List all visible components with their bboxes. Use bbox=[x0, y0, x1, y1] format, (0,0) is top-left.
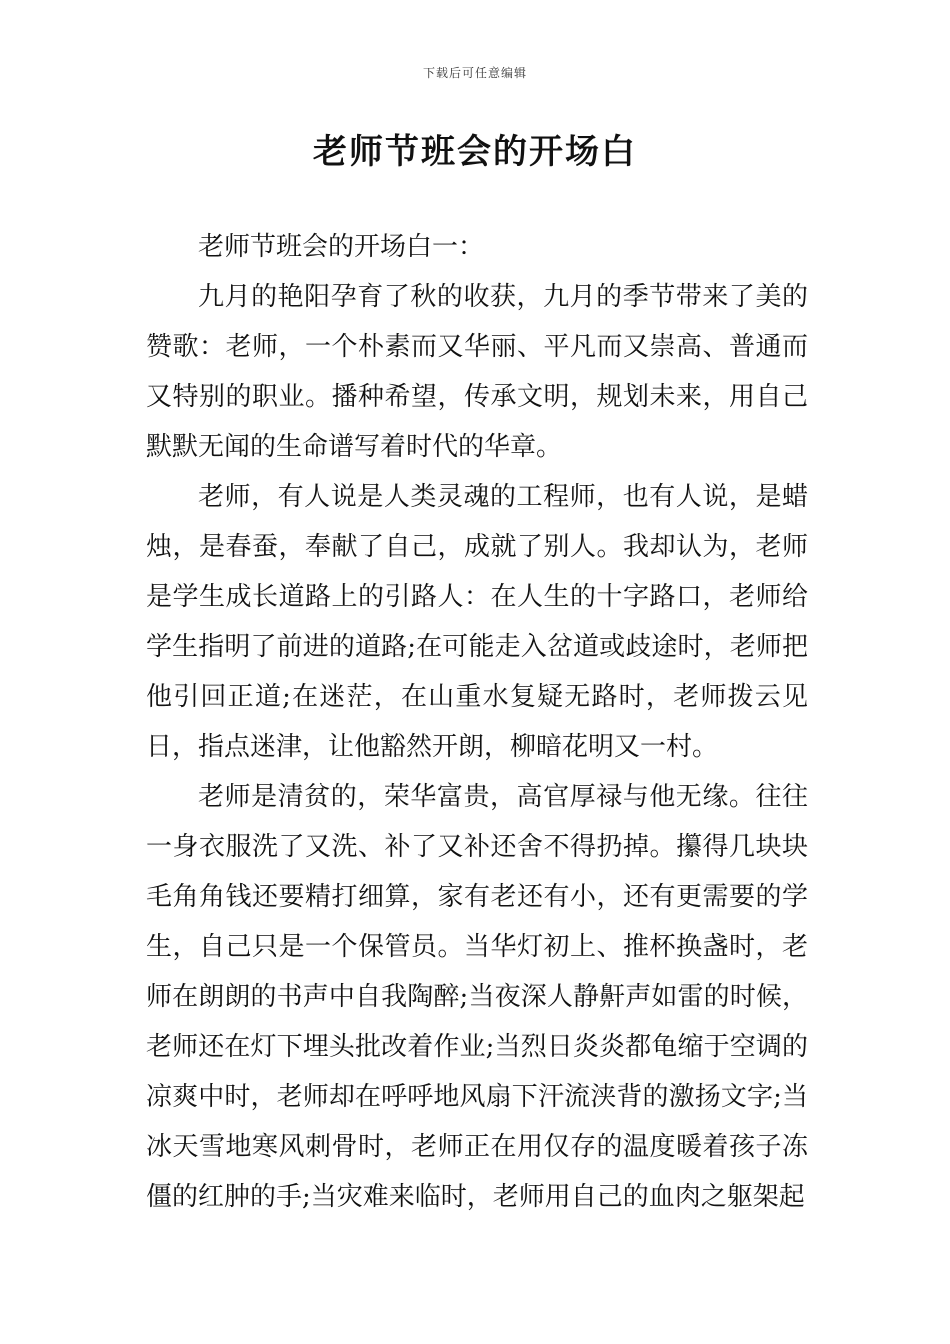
page-header-note: 下载后可任意编辑 bbox=[422, 66, 527, 80]
paragraph-intro-heading: 老师节班会的开场白一： bbox=[198, 232, 485, 262]
paragraph: 老师，有人说是人类灵魂的工程师，也有人说，是蜡烛，是春蚕，奉献了自己，成就了别人。我却认为，老师是学生成长道路上的引路人：在人生的十字路口，老师给学生指明了前进的道路;在可能走入岔道或歧途时，老师把他引回正道;在迷茫，在山重水复疑无路时，老师拨云见日，指点迷津，让他豁然开朗，柳暗花明又一村。 bbox=[146, 482, 808, 762]
paragraph: 九月的艳阳孕育了秋的收获，九月的季节带来了美的赞歌：老师，一个朴素而又华丽、平凡而又崇高、普通而又特别的职业。播种希望，传承文明，规划未来，用自己默默无闻的生命谱写着时代的华章。 bbox=[146, 282, 808, 462]
document-body bbox=[146, 222, 808, 1222]
document-title: 老师节班会的开场白 bbox=[313, 132, 637, 172]
paragraph: 老师是清贫的，荣华富贵，高官厚禄与他无缘。往往一身衣服洗了又洗、补了又补还舍不得扔掉。攥得几块块毛角角钱还要精打细算，家有老还有小，还有更需要的学生，自己只是一个保管员。当华灯初上、推杯换盏时，老师在朗朗的书声中自我陶醉;当夜深人静鼾声如雷的时候，老师还在灯下埋头批改着作业;当烈日炎炎都龟缩于空调的凉爽中时，老师却在呼呼地风扇下汗流浃背的激扬文字;当冰天雪地寒风刺骨时，老师正在用仅存的温度暖着孩子冻僵的红肿的手;当灾难来临时，老师用自己的血肉之躯架起 bbox=[146, 782, 808, 1212]
